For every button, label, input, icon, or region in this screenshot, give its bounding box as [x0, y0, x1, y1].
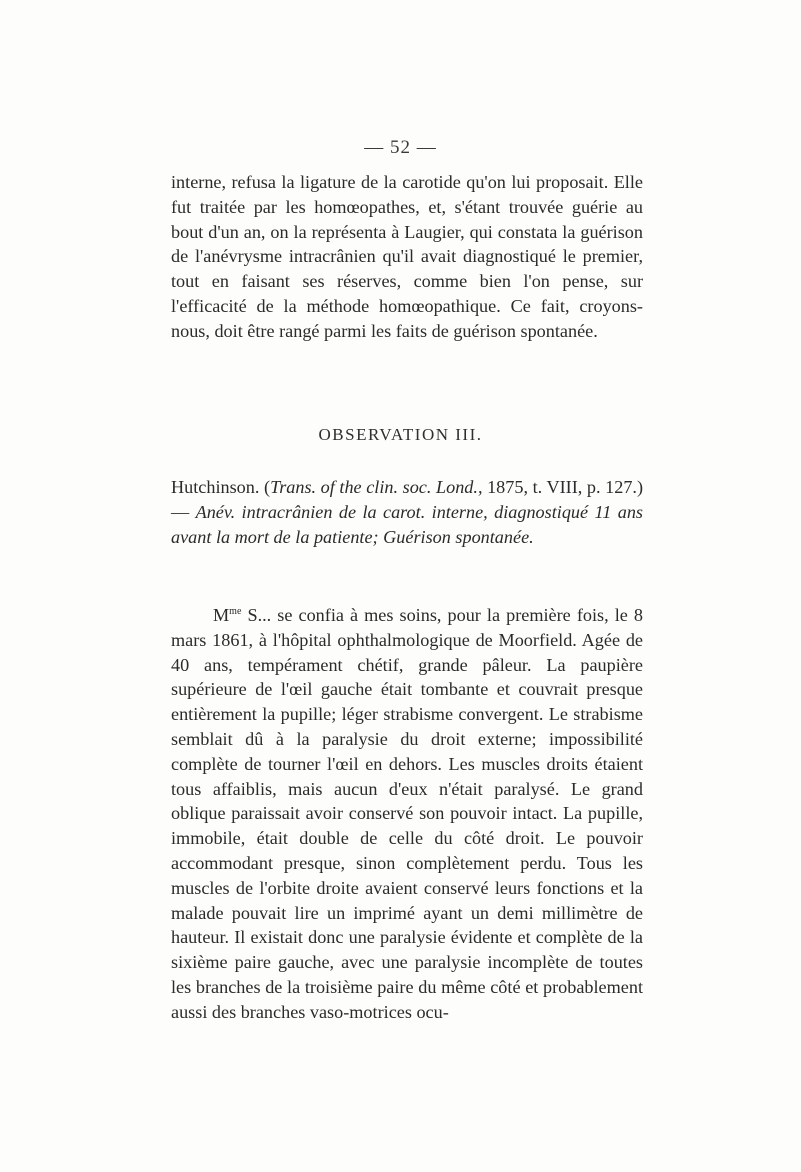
- case-paragraph: [171, 603, 643, 1025]
- paragraph-text: interne, refusa la ligature de la carotide qu'on lui proposait. Elle fut traitée par les homœopathes, et, s'étant trouvée guérie au bout d'un an, on la représenta à Laugier, qui constata la guérison de l'anévrysme intracrânien qu'il avait diagnostiqué le premier, tout en faisant ses réserves, comme bien l'on pense, sur l'efficacité de la méthode homœopathique. Ce fait, croyons-nous, doit être rangé parmi les faits de guérison spontanée.: [171, 172, 643, 341]
- page-number: — 52 —: [364, 137, 437, 158]
- observation-heading: OBSERVATION III.: [318, 425, 483, 444]
- citation-source-details: 1875, t. VIII, p. 127.) —: [171, 477, 644, 522]
- case-description: [171, 603, 643, 1025]
- continued-paragraph: [171, 170, 643, 344]
- citation-paragraph: [171, 475, 643, 549]
- citation-paren: (: [264, 477, 271, 497]
- citation-source-title: Trans. of the clin. soc. Lond.,: [270, 477, 483, 497]
- citation-author: Hutchinson.: [171, 477, 260, 497]
- citation-block: [171, 475, 643, 549]
- case-text: S... se confia à mes soins, pour la première fois, le 8 mars 1861, à l'hôpital ophthalmologique de Moorfield. Agée de 40 ans, tempérament chétif, grande pâleur. La paupière supérieure de l'œil gauche était tombante et couvrait presque entièrement la pupille; léger strabisme convergent. Le strabisme semblait dû à la paralysie du droit externe; impossibilité complète de tourner l'œil en dehors. Les muscles droits étaient tous affaiblis, mais aucun d'eux n'était paralysé. Le grand oblique paraissait avoir conservé son pouvoir intact. La pupille, immobile, était double de celle du côté droit. Le pouvoir accommodant presque, sinon complètement perdu. Tous les muscles de l'orbite droite avaient conservé leurs fonctions et la malade pouvait lire un imprimé ayant un demi millimètre de hauteur. Il existait donc une paralysie évidente et complète de la sixième paire gauche, avec une paralysie incomplète de toutes les branches de la troisième paire du même côté et probablement aussi des branches vaso-motrices ocu-: [171, 605, 643, 1022]
- case-title-superscript: me: [229, 605, 242, 617]
- case-title-abbrev: M: [213, 605, 230, 625]
- citation-case-title: Anév. intracrânien de la carot. interne, diagnostiqué 11 ans avant la mort de la patiente; Guérison spontanée.: [171, 501, 643, 547]
